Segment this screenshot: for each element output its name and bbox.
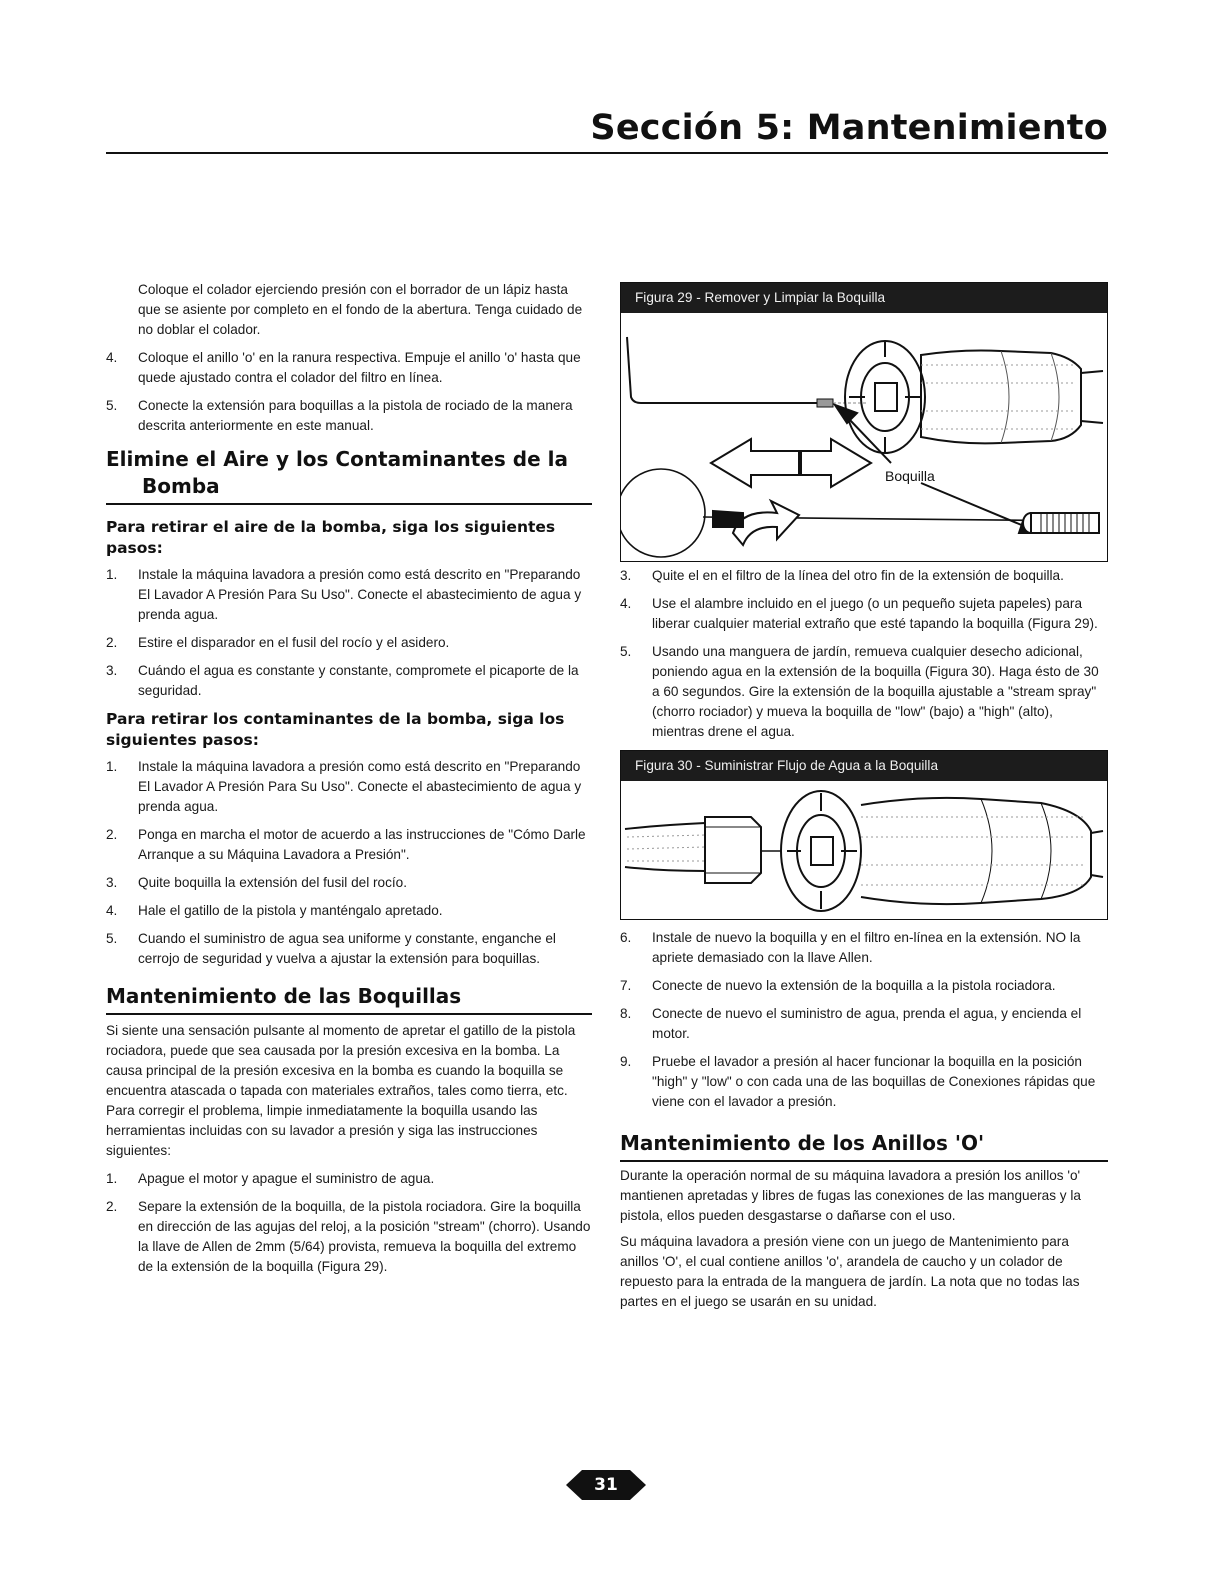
step-text: Usando una manguera de jardín, remueva cualquier desecho adicional, poniendo agua en la extensión de la boquilla (Figura 30). Haga ésto de 30 a 60 segundos. Gire la extensión de la boquilla ajustable a "stream spray" (chorro rociador) y mueva la boquilla de "low" (bajo) a "high" (alto), mientras drene el agua. — [652, 644, 1099, 739]
step-text: Pruebe el lavador a presión al hacer funcionar la boquilla en la posición "high" y "low" o con cada una de las boquillas de Conexiones rápidas que viene con el lavador a presión. — [652, 1054, 1096, 1109]
figure-29 — [620, 282, 1108, 562]
list-item — [106, 757, 592, 817]
step-text: Instale la máquina lavadora a presión como está descrito en "Preparando El Lavador A Presión Para Su Uso". Conecte el abastecimiento de agua y prenda agua. — [138, 759, 582, 814]
subheading-remove-contaminants: Para retirar los contaminantes de la bomba, siga los siguientes pasos: — [106, 710, 565, 749]
step-text: Instale la máquina lavadora a presión como está descrito en "Preparando El Lavador A Presión Para Su Uso". Conecte el abastecimiento de agua y prenda agua. — [138, 567, 582, 622]
steps-list-b — [106, 565, 592, 701]
right-column — [620, 282, 1108, 1312]
step-text: Use el alambre incluido en el juego (o un pequeño sujeta papeles) para liberar cualquier material extraño que esté tapando la boquilla (Figura 29). — [652, 596, 1098, 631]
list-item — [106, 825, 592, 865]
step-number: 8. — [620, 1006, 632, 1021]
section-heading-nozzle-maintenance: Mantenimiento de las Boquillas — [106, 983, 592, 1015]
list-item — [106, 396, 592, 436]
step-text: Instale de nuevo la boquilla y en el filtro en-línea en la extensión. NO la apriete demasiado con la llave Allen. — [652, 930, 1081, 965]
header-rule — [106, 152, 1108, 154]
step-number: 5. — [620, 644, 632, 659]
steps-list-a — [106, 348, 592, 436]
step-number: 1. — [106, 1171, 118, 1186]
water-flow-illustration — [621, 781, 1106, 917]
step-text: Estire el disparador en el fusil del rocío y el asidero. — [138, 635, 450, 650]
step-text: Conecte la extensión para boquillas a la pistola de rociado de la manera descrita anteriormente en este manual. — [138, 398, 573, 433]
figure-label-boquilla: Boquilla — [885, 468, 935, 484]
wire-loop-icon — [621, 469, 705, 557]
step-number: 4. — [106, 350, 118, 365]
step-text: Quite el en el filtro de la línea del otro fin de la extensión de boquilla. — [652, 568, 1064, 583]
list-item — [620, 566, 1108, 586]
list-item — [620, 594, 1108, 634]
nozzle-extension-icon — [781, 791, 1103, 911]
list-item — [106, 633, 592, 653]
garden-hose-icon — [625, 817, 781, 883]
step-text: Cuando el suministro de agua sea uniforme y constante, enganche el cerrojo de seguridad y vuelva a ajustar la extensión para boquillas. — [138, 931, 556, 966]
steps-list-c — [106, 757, 592, 969]
step-number: 2. — [106, 1199, 118, 1214]
list-item — [620, 976, 1108, 996]
step-number: 3. — [106, 663, 118, 678]
steps-list-f — [620, 928, 1108, 1112]
list-item — [106, 565, 592, 625]
nozzle-removal-illustration — [621, 313, 1106, 559]
direction-arrow-left-icon — [711, 439, 799, 487]
step-number: 3. — [106, 875, 118, 890]
list-item — [106, 1169, 592, 1189]
step-number: 4. — [106, 903, 118, 918]
step-text: Quite boquilla la extensión del fusil del rocío. — [138, 875, 408, 890]
section-heading-o-rings: Mantenimiento de los Anillos 'O' — [620, 1130, 1108, 1162]
list-item — [620, 1004, 1108, 1044]
step-number: 9. — [620, 1054, 632, 1069]
step-number: 6. — [620, 930, 632, 945]
step-text: Ponga en marcha el motor de acuerdo a las instrucciones de "Cómo Darle Arranque a su Máquina Lavadora a Presión". — [138, 827, 586, 862]
page-header-title: Sección 5: Mantenimiento — [590, 108, 1108, 148]
step-text: Conecte de nuevo la extensión de la boquilla a la pistola rociadora. — [652, 978, 1056, 993]
allen-wrench-icon — [627, 337, 821, 403]
o-rings-paragraph-1: Durante la operación normal de su máquina lavadora a presión los anillos 'o' mantienen apretadas y libres de fugas las conexiones de las mangueras y la pistola, ellos pueden desgastarse o dañarse con el uso. — [620, 1168, 1081, 1223]
list-item — [106, 348, 592, 388]
heading-line: Elimine el Aire y los Contaminantes de la — [106, 447, 568, 471]
step-number: 1. — [106, 567, 118, 582]
step-number: 7. — [620, 978, 632, 993]
step-number: 3. — [620, 568, 632, 583]
step-number: 4. — [620, 596, 632, 611]
section-heading-air-contaminants — [106, 446, 592, 505]
list-item — [106, 929, 592, 969]
step-number: 5. — [106, 398, 118, 413]
heading-line: Bomba — [142, 474, 220, 498]
step-text: Hale el gatillo de la pistola y manténgalo apretado. — [138, 903, 443, 918]
list-item — [106, 901, 592, 921]
step-number: 2. — [106, 635, 118, 650]
intro-paragraph: Coloque el colador ejerciendo presión con el borrador de un lápiz hasta que se asiente por completo en el fondo de la abertura. Tenga cuidado de no doblar el colador. — [138, 282, 583, 337]
o-rings-paragraph-2: Su máquina lavadora a presión viene con un juego de Mantenimiento para anillos 'O', el cual contiene anillos 'o', arandela de caucho y un colador de repuesto para la entrada de la manguera de jardín. La nota que no todas las partes en el juego se usarán en su unidad. — [620, 1234, 1080, 1309]
page-number-badge — [566, 1466, 646, 1504]
page-number: 31 — [594, 1475, 618, 1495]
step-text: Coloque el anillo 'o' en la ranura respectiva. Empuje el anillo 'o' hasta que quede ajustado contra el colador del filtro en línea. — [138, 350, 581, 385]
figure-30 — [620, 750, 1108, 920]
nozzle-icon — [1023, 513, 1099, 533]
step-number: 2. — [106, 827, 118, 842]
figure-caption: Figura 30 - Suministrar Flujo de Agua a la Boquilla — [621, 751, 1107, 781]
list-item — [620, 642, 1108, 742]
steps-list-d — [106, 1169, 592, 1277]
list-item — [106, 1197, 592, 1277]
step-number: 5. — [106, 931, 118, 946]
list-item — [620, 928, 1108, 968]
direction-arrow-right-icon — [801, 439, 871, 487]
wrench-tip — [817, 399, 833, 407]
list-item — [106, 661, 592, 701]
steps-list-e — [620, 566, 1108, 742]
step-text: Separe la extensión de la boquilla, de la pistola rociadora. Gire la boquilla en dirección de las agujas del reloj, a la posición "stream" (chorro). Usando la llave de Allen de 2mm (5/64) provista, remueva la boquilla del extremo de la extensión de la boquilla (Figura 29). — [138, 1199, 591, 1274]
step-text: Apague el motor y apague el suministro de agua. — [138, 1171, 435, 1186]
step-text: Conecte de nuevo el suministro de agua, prenda el agua, y encienda el motor. — [652, 1006, 1082, 1041]
subheading-remove-air: Para retirar el aire de la bomba, siga los siguientes pasos: — [106, 518, 556, 557]
nozzle-extension-icon — [845, 341, 1103, 453]
step-text: Cuándo el agua es constante y constante, compromete el picaporte de la seguridad. — [138, 663, 579, 698]
left-column — [106, 280, 592, 1285]
nozzle-maintenance-paragraph: Si siente una sensación pulsante al momento de apretar el gatillo de la pistola rociadora, puede que sea causada por la presión excesiva en la bomba. La causa principal de la presión excesiva en la bomba es cuando la boquilla se encuentra atascada o tapada con materiales extraños, tales como tierra, etc. Para corregir el problema, limpie inmediatamente la boquilla usando las herramientas incluidas con su lavador a presión y siga las instrucciones siguientes: — [106, 1023, 576, 1158]
list-item — [620, 1052, 1108, 1112]
step-number: 1. — [106, 759, 118, 774]
figure-caption: Figura 29 - Remover y Limpiar la Boquilla — [621, 283, 1107, 313]
list-item — [106, 873, 592, 893]
